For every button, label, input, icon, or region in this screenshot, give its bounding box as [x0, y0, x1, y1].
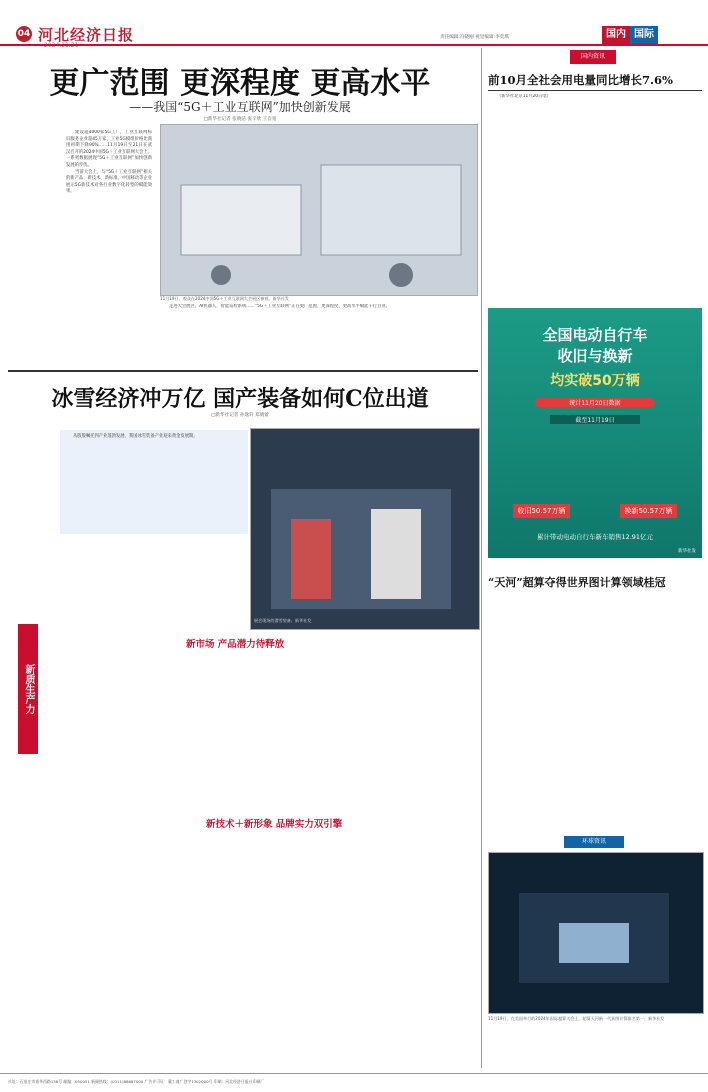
main-column-1 [66, 130, 152, 366]
main-photo-caption: 11月19日，观众在2024中国5G＋工业互联网大会展区参观。新华社发 [160, 296, 289, 301]
tab-domestic[interactable]: 国内 [602, 26, 630, 44]
news-label: 国内资讯 [570, 50, 616, 64]
mid-lead: 从殷殷嘱托到产业蓬勃发展，我国冰雪装备产业迎来黄金发展期。 [73, 434, 198, 439]
photo-illustration [251, 429, 479, 629]
poster-date-range: 截至11月19日 [550, 415, 640, 424]
mid-headline: 冰雪经济冲万亿 国产装备如何C位出道 [51, 386, 429, 412]
poster-value-a: 收旧50.57万辆 [513, 504, 569, 518]
tianhe-photo [488, 852, 704, 1014]
main-byline: □新华社记者 张晓洁 张辛欣 王自宽 [203, 117, 277, 122]
poster-line2: 收旧与换新 [557, 347, 633, 365]
poster-line1: 全国电动自行车 [542, 326, 648, 344]
page-footer [0, 1073, 708, 1092]
sidebar-headline: 前10月全社会用电量同比增长7.6% [488, 73, 673, 87]
poster-total: 累计带动电动自行车新车销售12.91亿元 [536, 533, 654, 541]
photo-illustration [489, 853, 703, 1013]
mid-byline: □新华社记者 孙逸轩 郑婧蕾 [211, 413, 269, 418]
paragraph: 建设超4000家5G工厂，工业互联网标识服务企业超45万家，工业5G模组价格比商用初期下降90%……11月19日至21日在武汉召开的2024中国5G＋工业互联网大会上，一系列数据展现“5G＋工业互联网”加快创新发展的步伐。 [66, 130, 152, 168]
section-tabs [602, 22, 658, 40]
poster-line3: 均实破50万辆 [550, 373, 640, 389]
photo-illustration [161, 125, 477, 295]
mid-subhead-2: 新技术＋新形象 品牌实力双引擎 [206, 819, 343, 830]
section-label-global: 环球资讯 [564, 836, 624, 848]
sidebar-body [488, 94, 702, 300]
ebike-poster [488, 308, 702, 558]
paragraph: 走进大会展区，AI机器人、智能巡检系统……“5G＋工业互联网”正在更广范围、更深程度、更高水平赋能千行百业。 [169, 304, 390, 309]
main-subtitle: ——我国“5G＋工业互联网”加快创新发展 [129, 100, 351, 114]
sidebar-source: （新华社北京11月20日电） [497, 94, 551, 99]
page-number: 04 [16, 26, 32, 42]
paragraph: 当前大会上，与“5G＋工业互联网”相关的新产品、新技术、新标准、中国移动等企业展示5G新技术对各行业数字化转型的赋能效果。 [66, 169, 152, 195]
tianhe-headline: “天河”超算夺得世界图计算领域桂冠 [488, 576, 666, 589]
main-headline: 更广范围 更深程度 更高水平 [49, 66, 431, 101]
column-divider [481, 48, 482, 1068]
header-rule [0, 44, 708, 46]
paper-logo: 河北经济日报 [38, 26, 135, 44]
divider [488, 90, 702, 91]
main-column-2 [160, 304, 476, 366]
mid-photo-caption: 展会现场的滑雪装备。新华社发 [254, 618, 312, 623]
poster-value-b: 换新50.57万辆 [620, 504, 676, 518]
tianhe-photo-caption: 11月19日，在美国举行的2024年国际超算大会上，超算天河新一代获图计算排名第一。新华社发 [488, 1016, 665, 1021]
poster-period: 统计11月20日数据 [535, 398, 655, 407]
mid-lead-box [60, 430, 248, 534]
section-label-new-productivity: 新质生产力 [18, 624, 38, 754]
poster-credit: 新华社发 [678, 549, 696, 554]
mid-subhead-1: 新市场 产品潜力待释放 [186, 639, 285, 650]
main-photo [160, 124, 478, 296]
divider [8, 370, 478, 372]
mid-photo [250, 428, 480, 630]
tab-international[interactable]: 国际 [630, 26, 658, 44]
editors-line: 责任编辑:冯晓刚 视觉编辑:李奕琪 [440, 35, 509, 40]
footer-text: 社址：石家庄市裕华西路138号 邮编：050051 新闻热线：(0311)86687000 广告许可证：冀工商广登字1302000号 印刷：河北经济日报社印刷厂 [8, 1079, 265, 1084]
